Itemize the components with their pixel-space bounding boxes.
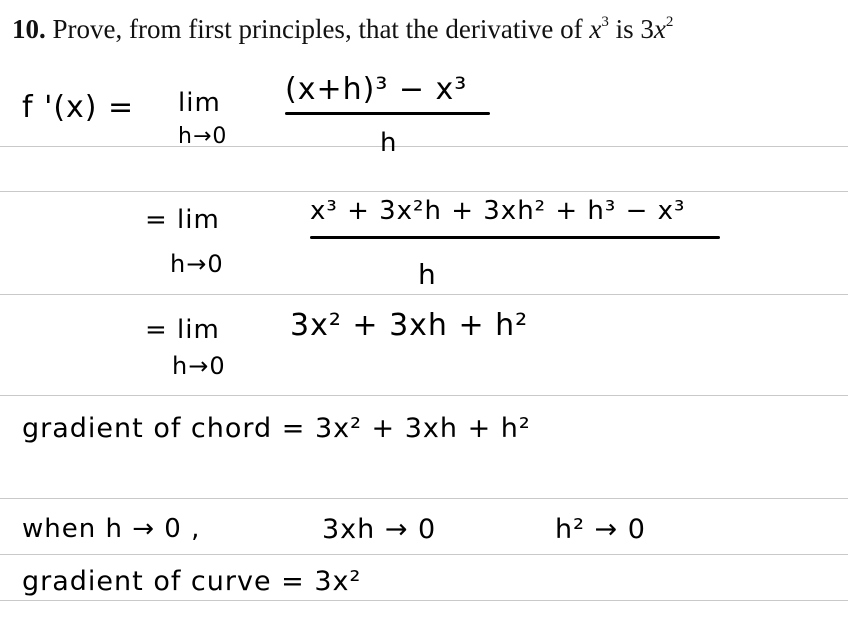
limit-3xh: 3xh → 0 bbox=[322, 514, 437, 545]
line1-lim: lim bbox=[178, 88, 221, 118]
line2-numerator: x³ + 3x²h + 3xh² + h³ − x³ bbox=[310, 196, 686, 226]
ruled-line bbox=[0, 191, 848, 192]
ruled-line bbox=[0, 554, 848, 555]
line2-prefix: = lim bbox=[145, 205, 220, 235]
gradient-of-chord: gradient of chord = 3x² + 3xh + h² bbox=[22, 413, 531, 444]
ruled-line bbox=[0, 498, 848, 499]
question-var-x2: x bbox=[653, 14, 666, 44]
question-text bbox=[12, 14, 673, 45]
question-exp-2: 2 bbox=[665, 14, 674, 30]
ruled-line bbox=[0, 294, 848, 295]
ruled-line bbox=[0, 600, 848, 601]
line3-limit-sub: h→0 bbox=[172, 352, 226, 380]
when-h-to-zero: when h → 0 , bbox=[22, 514, 201, 544]
line2-fraction-bar bbox=[310, 236, 720, 239]
line3-expr: 3x² + 3xh + h² bbox=[290, 308, 529, 343]
line1-fraction-bar bbox=[285, 112, 490, 115]
line1-lhs: f '(x) = bbox=[22, 90, 135, 125]
question-text-mid: is 3 bbox=[608, 14, 654, 44]
line1-numerator: (x+h)³ − x³ bbox=[285, 72, 468, 107]
ruled-line bbox=[0, 395, 848, 396]
question-exp-3: 3 bbox=[601, 14, 609, 30]
limit-h-squared: h² → 0 bbox=[555, 514, 646, 545]
line1-limit-sub: h→0 bbox=[178, 124, 228, 149]
line1-denominator: h bbox=[380, 128, 398, 158]
ruled-line bbox=[0, 146, 848, 147]
line2-denominator: h bbox=[418, 258, 437, 291]
line3-prefix: = lim bbox=[145, 315, 220, 345]
question-text-start: Prove, from first principles, that the derivative of bbox=[52, 14, 590, 44]
question-number: 10. bbox=[12, 14, 46, 44]
gradient-of-curve: gradient of curve = 3x² bbox=[22, 566, 362, 597]
line2-limit-sub: h→0 bbox=[170, 250, 224, 278]
question-var-x: x bbox=[589, 14, 602, 44]
